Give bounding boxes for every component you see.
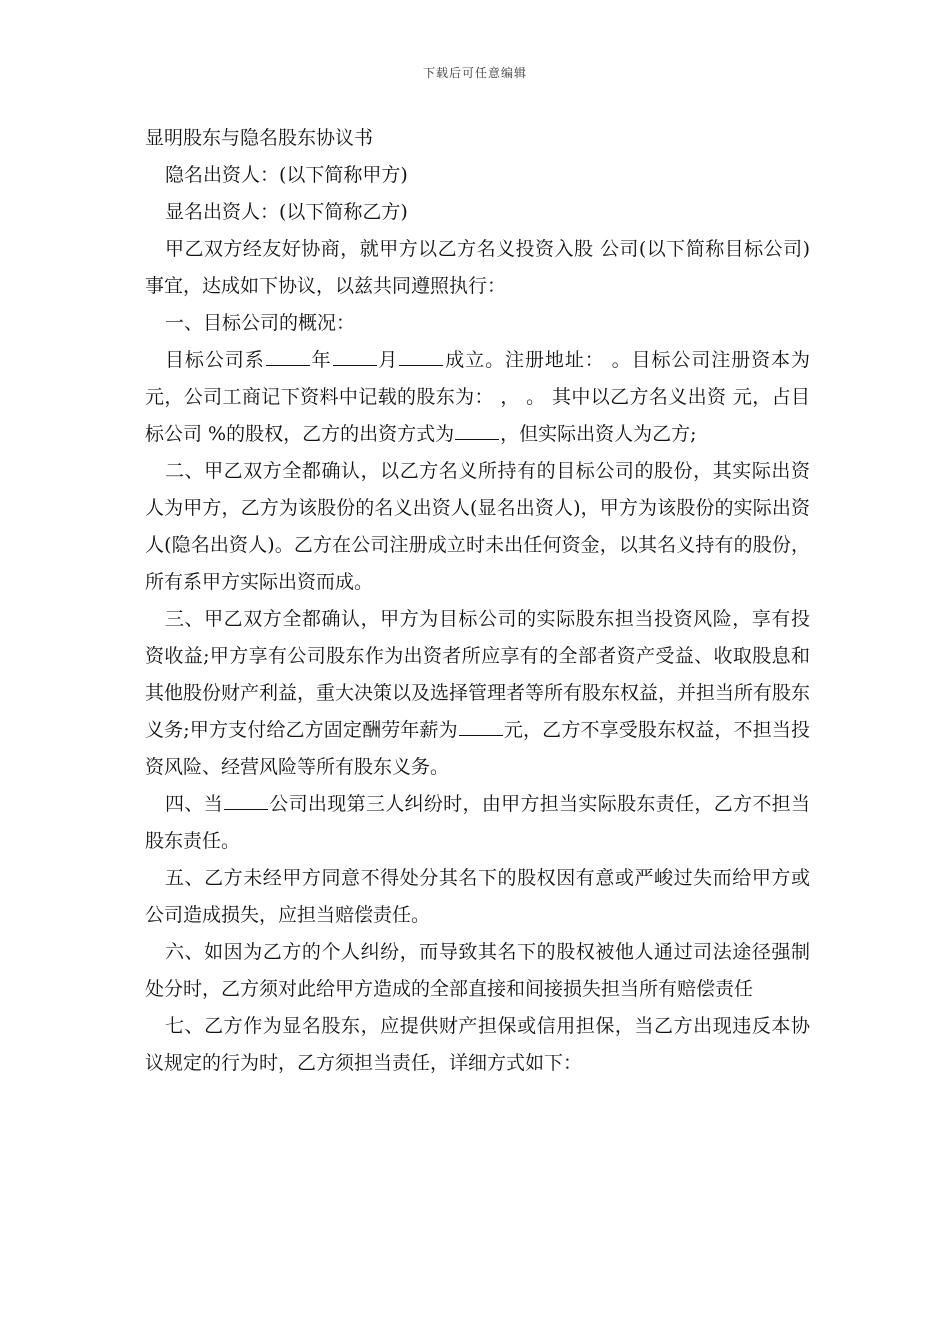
section-4-paragraph — [145, 786, 810, 860]
page-header-note: 下载后可任意编辑 — [422, 66, 527, 80]
section-1-text-4: 成立。注册地址： 。目标公司注册资本为 元，公司工商记下资料中记载的股东为： ， 。 其中以乙方名义出资 元，占目标公司 %的股权，乙方的出资方式为 — [145, 349, 810, 445]
document-title: 显明股东与隐名股东协议书 — [145, 127, 374, 149]
section-1-text-1: 目标公司系 — [165, 349, 265, 371]
section-1-text-3: 月 — [377, 349, 399, 371]
intro-paragraph: 甲乙双方经友好协商，就甲方以乙方名义投资入股 公司(以下简称目标公司)事宜，达成如下协议，以兹共同遵照执行： — [145, 238, 810, 297]
section-1-text-5: ，但实际出资人为乙方; — [500, 423, 697, 445]
section-6-paragraph: 六、如因为乙方的个人纠纷，而导致其名下的股权被他人通过司法途径强制处分时，乙方须对此给甲方造成的全部直接和间接损失担当所有赔偿责任 — [145, 941, 810, 1000]
section-4-text-1: 四、当 — [165, 793, 223, 815]
company-blank — [224, 793, 268, 810]
section-7-paragraph: 七、乙方作为显名股东，应提供财产担保或信用担保，当乙方出现违反本协议规定的行为时，乙方须担当责任，详细方式如下： — [145, 1015, 810, 1074]
section-1-paragraph — [145, 342, 810, 453]
section-2-paragraph: 二、甲乙双方全都确认，以乙方名义所持有的目标公司的股份，其实际出资人为甲方，乙方为该股份的名义出资人(显名出资人)，甲方为该股份的实际出资人(隐名出资人)。乙方在公司注册成立时未出任何资金，以其名义持有的股份，所有系甲方实际出资而成。 — [145, 460, 810, 593]
section-4-text-2: 公司出现第三人纠纷时，由甲方担当实际股东责任，乙方不担当股东责任。 — [145, 793, 810, 852]
party-b-line: 显名出资人：(以下简称乙方) — [165, 201, 408, 223]
section-1-heading: 一、目标公司的概况： — [165, 312, 356, 334]
year-blank — [266, 349, 310, 366]
month-blank — [333, 349, 377, 366]
section-3-text-1: 三、甲乙双方全都确认，甲方为目标公司的实际股东担当投资风险，享有投资收益;甲方享有公司股东作为出资者所应享有的全部者资产受益、收取股息和其他股份财产利益，重大决策以及选择管理者等所有股东权益，并担当所有股东义务;甲方支付给乙方固定酬劳年薪为 — [145, 608, 811, 741]
section-3-text-2: 元，乙方不享受股东权益，不担当投资风险、经营风险等所有股东义务。 — [145, 719, 810, 778]
document-body — [145, 120, 810, 1082]
party-a-line: 隐名出资人：(以下简称甲方) — [165, 164, 408, 186]
section-3-paragraph — [145, 601, 810, 786]
day-blank — [399, 349, 443, 366]
contribution-method-blank — [455, 423, 499, 440]
section-1-text-2: 年 — [310, 349, 332, 371]
salary-blank — [459, 719, 503, 736]
section-5-paragraph: 五、乙方未经甲方同意不得处分其名下的股权因有意或严峻过失而给甲方或公司造成损失，应担当赔偿责任。 — [145, 867, 810, 926]
